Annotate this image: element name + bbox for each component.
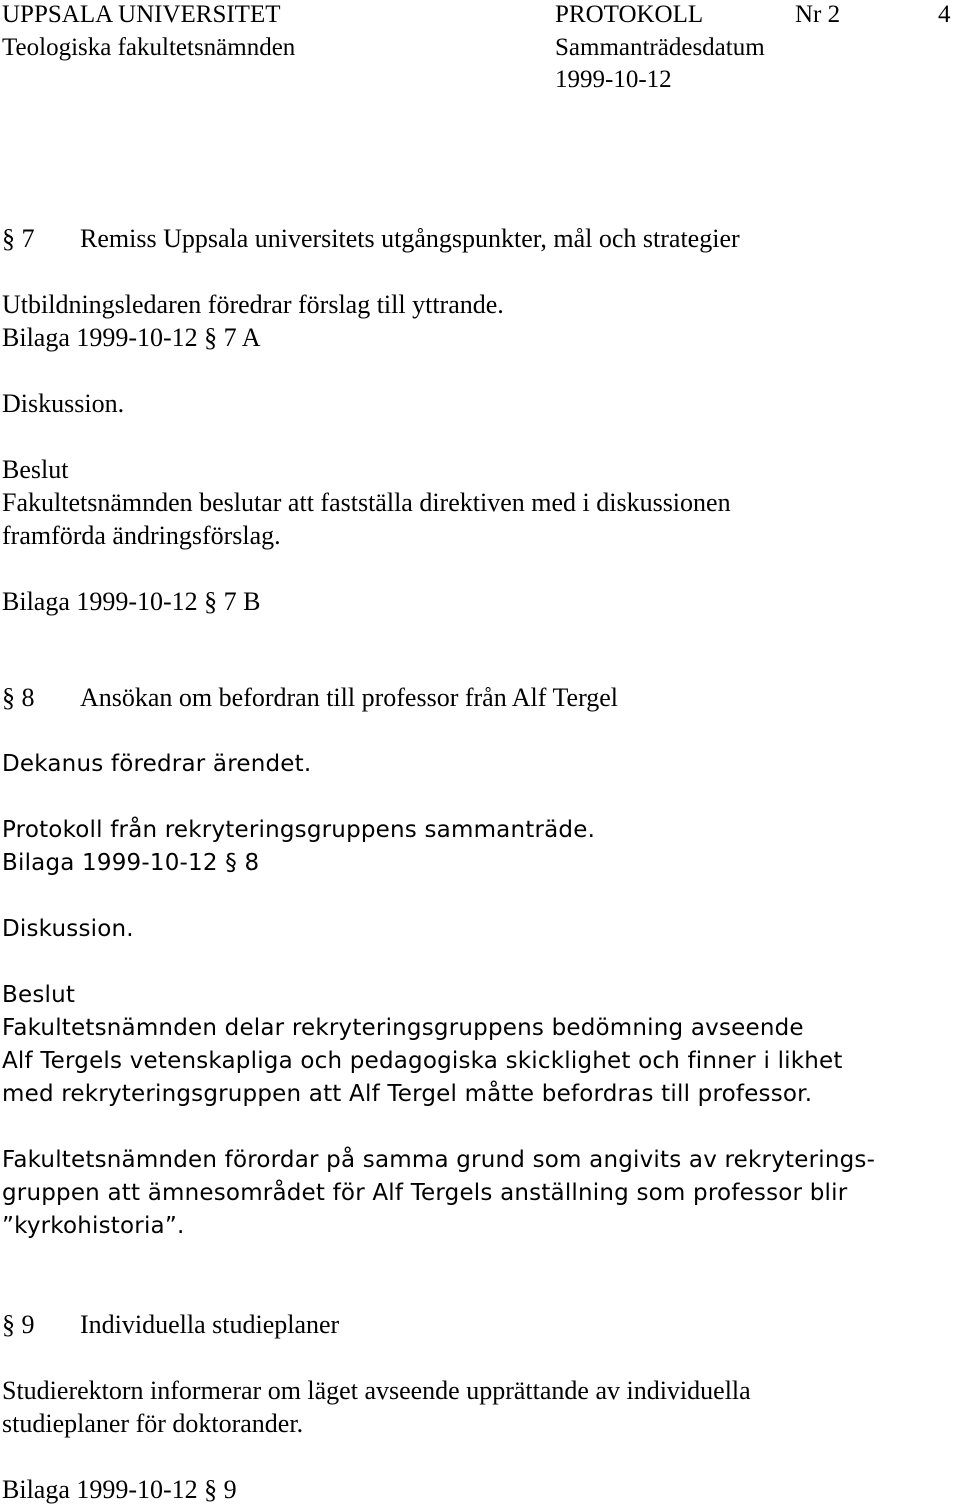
attachment-reference: Bilaga 1999-10-12 § 7 A [2, 323, 261, 352]
decision-text: Fakultetsnämnden förordar på samma grund som angivits av rekryterings- [2, 1147, 876, 1173]
paragraph: Dekanus föredrar ärendet. [2, 751, 312, 777]
decision-text: Alf Tergels vetenskapliga och pedagogiska skicklighet och finner i likhet [2, 1048, 843, 1074]
meeting-date: 1999-10-12 [555, 66, 672, 93]
section-title: Ansökan om befordran till professor från Alf Tergel [80, 683, 619, 712]
attachment-reference: Bilaga 1999-10-12 § 9 [2, 1475, 237, 1504]
paragraph: Diskussion. [2, 389, 125, 418]
section-number: § 9 [2, 1310, 35, 1339]
protocol-number: Nr 2 [795, 1, 841, 28]
decision-text: ”kyrkohistoria”. [2, 1213, 185, 1239]
university-name: UPPSALA UNIVERSITET [2, 1, 281, 28]
page-number: 4 [938, 1, 951, 28]
section-heading [2, 222, 740, 255]
decision-text: framförda ändringsförslag. [2, 521, 281, 550]
faculty-name: Teologiska fakultetsnämnden [2, 34, 296, 61]
paragraph: Studierektorn informerar om läget avseende upprättande av individuella [2, 1376, 751, 1405]
decision-text: Fakultetsnämnden delar rekryteringsgruppens bedömning avseende [2, 1015, 804, 1041]
paragraph: studieplaner för doktorander. [2, 1409, 304, 1438]
paragraph: Protokoll från rekryteringsgruppens sammanträde. [2, 817, 596, 843]
section-heading [2, 1308, 339, 1341]
attachment-reference: Bilaga 1999-10-12 § 8 [2, 850, 260, 876]
attachment-reference: Bilaga 1999-10-12 § 7 B [2, 587, 261, 616]
decision-heading: Beslut [2, 455, 69, 484]
paragraph: Utbildningsledaren föredrar förslag till yttrande. [2, 290, 504, 319]
decision-text: med rekryteringsgruppen att Alf Tergel måtte befordras till professor. [2, 1081, 813, 1107]
doc-type: PROTOKOLL [555, 1, 704, 28]
section-number: § 7 [2, 224, 35, 253]
decision-heading: Beslut [2, 982, 76, 1008]
date-label: Sammanträdesdatum [555, 34, 765, 61]
decision-text: gruppen att ämnesområdet för Alf Tergels anställning som professor blir [2, 1180, 848, 1206]
section-heading [2, 681, 618, 714]
decision-text: Fakultetsnämnden beslutar att fastställa direktiven med i diskussionen [2, 488, 731, 517]
section-title: Individuella studieplaner [80, 1310, 340, 1339]
section-number: § 8 [2, 683, 35, 712]
section-title: Remiss Uppsala universitets utgångspunkter, mål och strategier [80, 224, 740, 253]
paragraph: Diskussion. [2, 916, 134, 942]
